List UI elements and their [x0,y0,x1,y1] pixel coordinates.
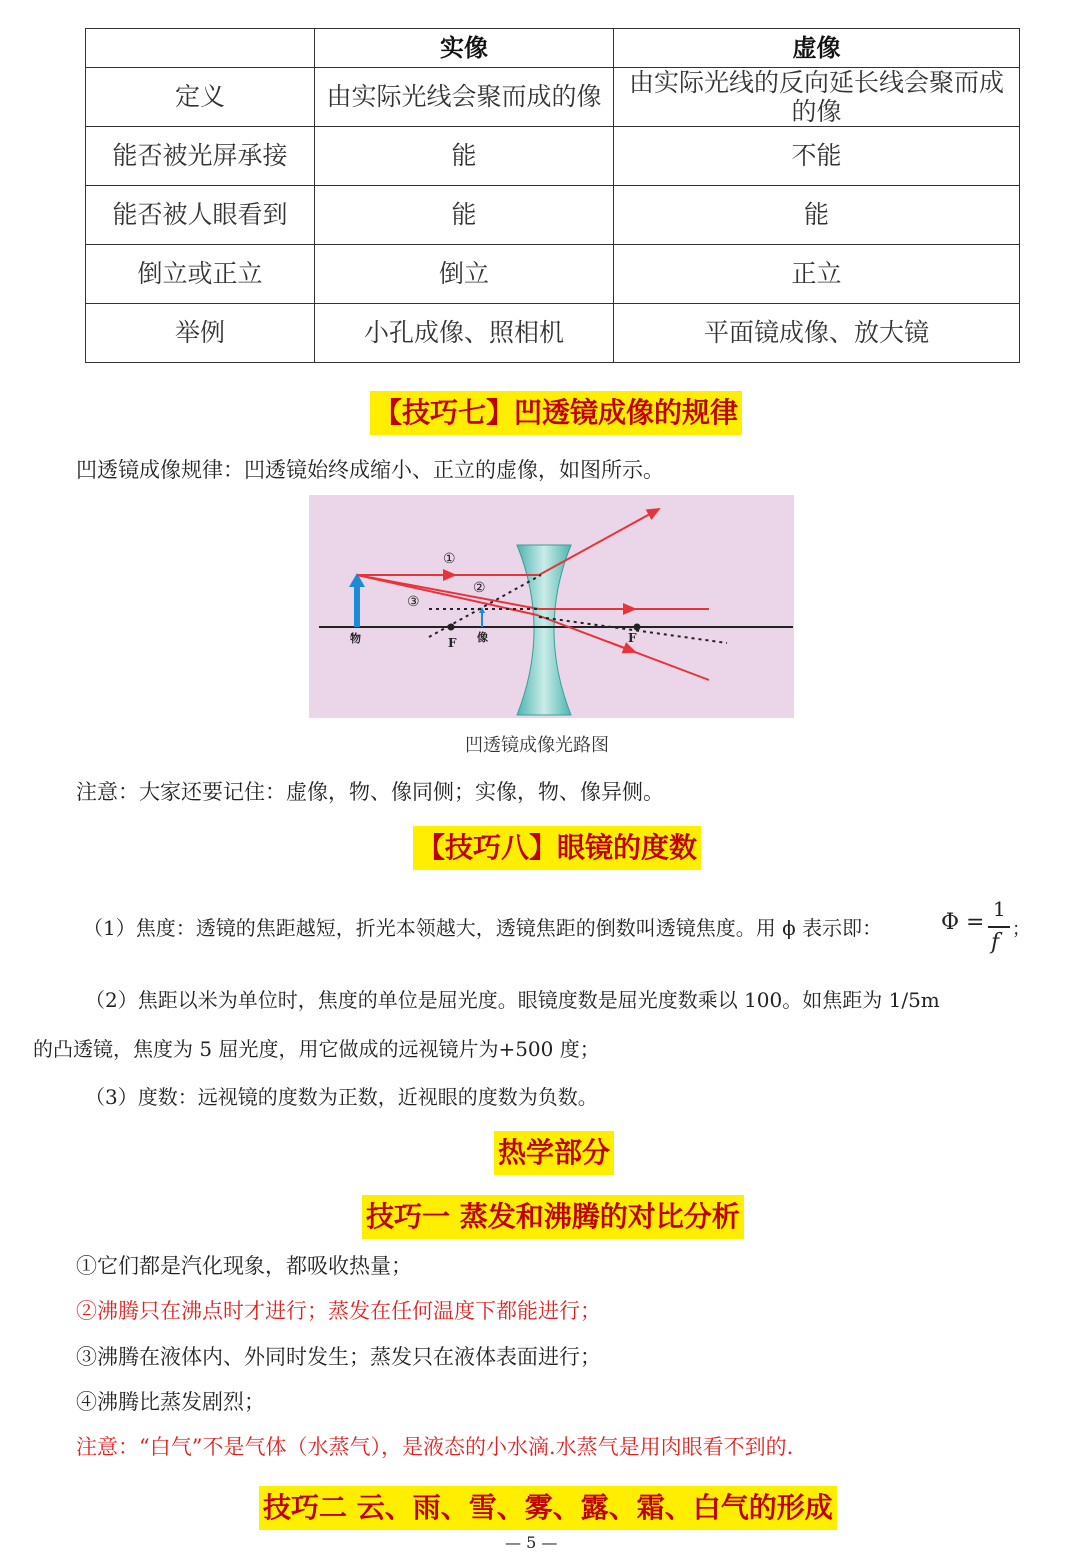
concave-lens-diagram [309,495,794,718]
heat-item-1: ①它们都是汽化现象，都吸收热量； [76,1254,412,1278]
table-cell: 不能 [614,127,1020,186]
heat-item-4: ④沸腾比蒸发剧烈； [76,1390,265,1414]
table-cell: 能 [315,127,614,186]
heat-item-3: ③沸腾在液体内、外同时发生；蒸发只在液体表面进行； [76,1345,601,1369]
table-header-cell [86,29,315,68]
formula-end: ； [1012,919,1030,940]
heat-item-2 [76,1296,601,1326]
ray-3-label: ③ [407,594,420,610]
section7-text: 凹透镜成像规律：凹透镜始终成缩小、正立的虚像，如图所示。 [76,458,664,482]
table-header-cell: 实像 [315,29,614,68]
section8-p1: （1）焦度：透镜的焦距越短，折光本领越大，透镜焦距的倒数叫透镜焦度。用 ϕ 表示即： [83,916,883,940]
heat-tip2-title: 技巧二 云、雨、雪、雾、露、霜、白气的形成 [259,1486,837,1530]
object-label: 物 [350,632,361,645]
table-cell: 定义 [86,68,315,127]
focal-right-label: F [628,631,637,645]
table-cell: 能 [315,186,614,245]
table-cell: 小孔成像、照相机 [315,304,614,363]
section7-title: 【技巧七】凹透镜成像的规律 [370,391,742,435]
section8-p2a: （2）焦距以米为单位时，焦度的单位是屈光度。眼镜度数是屈光度数乘以 100。如焦距为 1/5m [85,988,940,1012]
focal-left-label: F [448,636,457,650]
comparison-table [85,28,1020,363]
table-header-row [86,29,1020,68]
image-label: 像 [477,631,488,644]
heat-item-2-text: ②沸腾只在沸点时才进行；蒸发在任何温度下都能进行； [76,1299,601,1323]
table-cell: 平面镜成像、放大镜 [614,304,1020,363]
table-cell: 由实际光线的反向延长线会聚而成的像 [614,68,1020,127]
table-row [86,68,1020,127]
formula-fraction-bar [988,926,1010,928]
table-header-cell: 虚像 [614,29,1020,68]
ray-2-label: ② [473,580,486,596]
section7-note: 注意：大家还要记住：虚像，物、像同侧；实像，物、像异侧。 [76,780,664,804]
section8-title: 【技巧八】眼镜的度数 [413,826,701,870]
table-cell: 举例 [86,304,315,363]
table-row [86,245,1020,304]
table-cell: 倒立或正立 [86,245,315,304]
diagram-caption: 凹透镜成像光路图 [465,735,609,756]
formula-denominator: f [991,930,1000,955]
formula-numerator: 1 [993,897,1006,921]
section8-p2b: 的凸透镜，焦度为 5 屈光度，用它做成的远视镜片为+500 度； [33,1037,600,1061]
ray-1-label: ① [443,551,456,567]
page-number: — 5 — [505,1533,558,1552]
table-row [86,127,1020,186]
table-cell: 能否被人眼看到 [86,186,315,245]
table-cell: 能否被光屏承接 [86,127,315,186]
focal-point-right [634,624,641,631]
table-row [86,186,1020,245]
heat-title: 热学部分 [494,1131,614,1175]
table-cell: 由实际光线会聚而成的像 [315,68,614,127]
table-cell: 正立 [614,245,1020,304]
table-cell: 能 [614,186,1020,245]
heat-note: 注意：“白气”不是气体（水蒸气），是液态的小水滴.水蒸气是用肉眼看不到的. [76,1435,794,1459]
table-cell: 倒立 [315,245,614,304]
formula-lhs: Φ = [941,910,985,935]
section8-p3: （3）度数：远视镜的度数为正数，近视眼的度数为负数。 [85,1085,598,1109]
table-row [86,304,1020,363]
heat-tip1-title: 技巧一 蒸发和沸腾的对比分析 [362,1195,744,1239]
